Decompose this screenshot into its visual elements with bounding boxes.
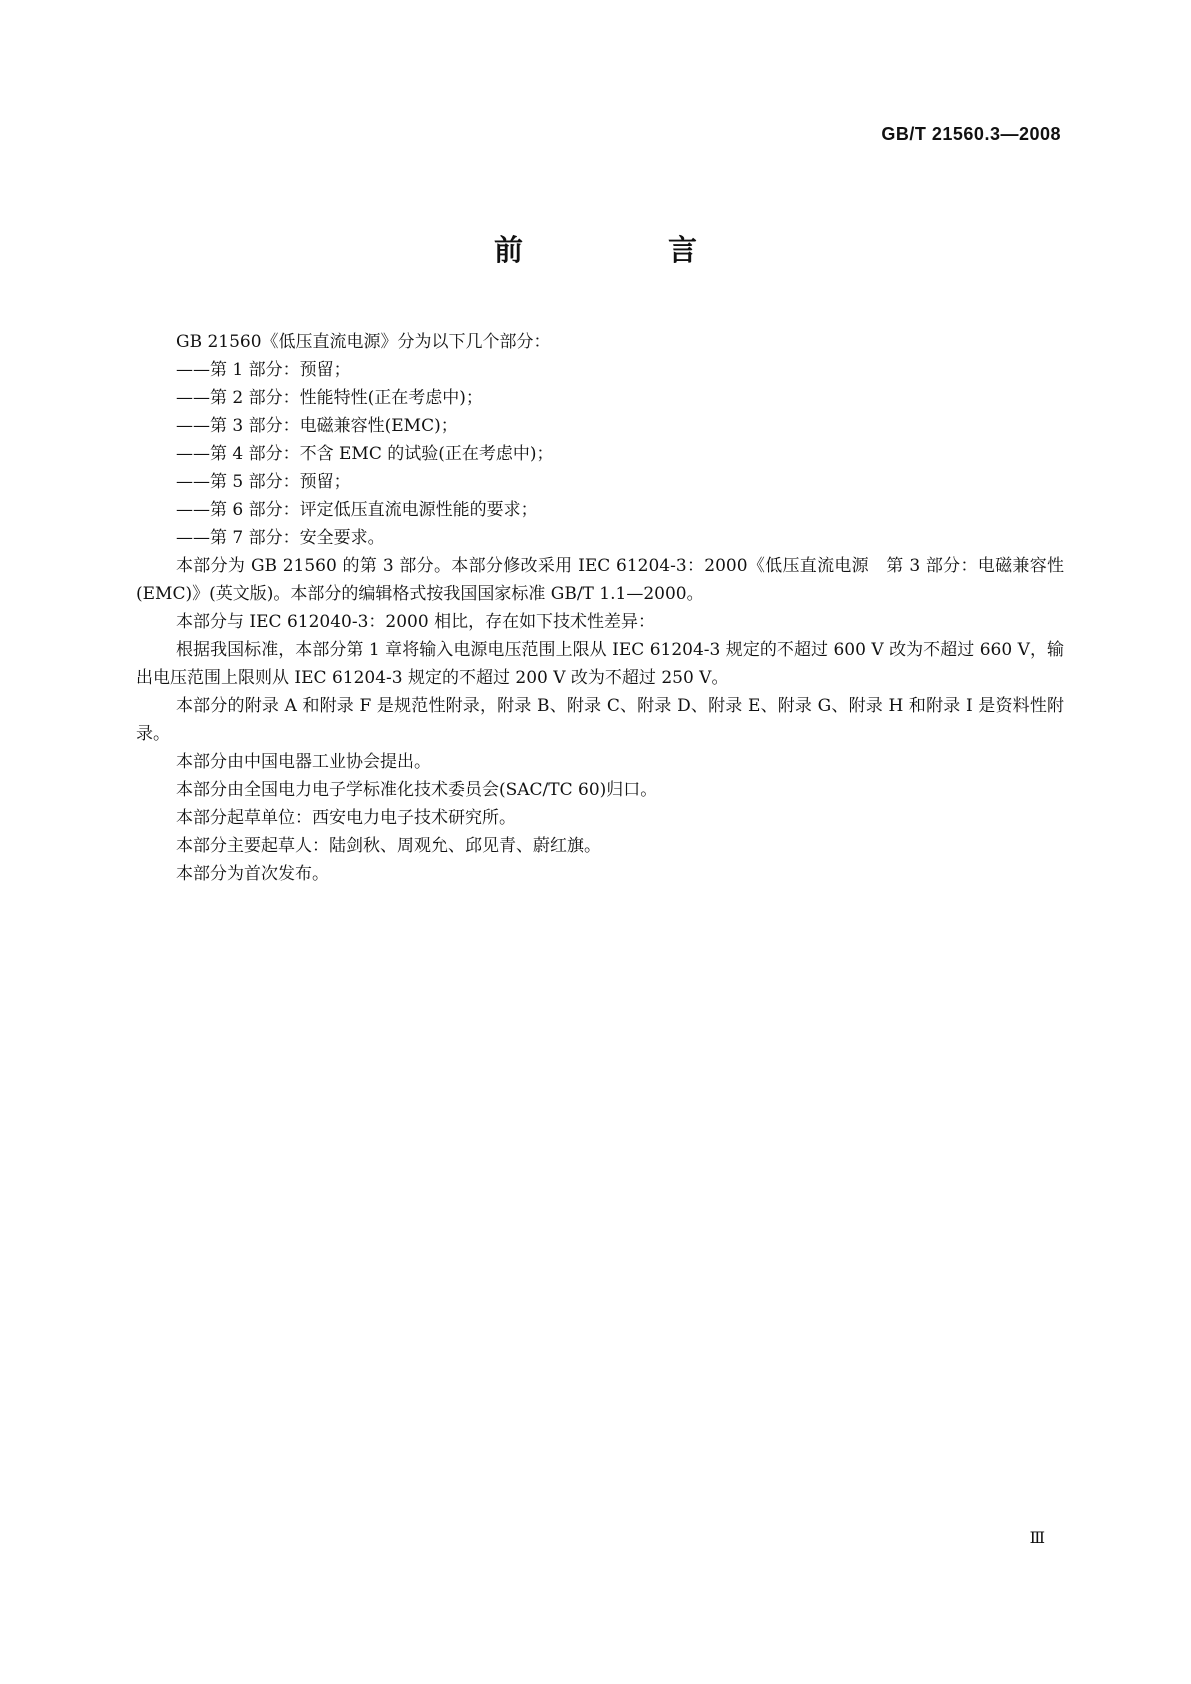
part-list-item: ——第 2 部分：性能特性(正在考虑中)； (176, 388, 483, 408)
part-list-item: ——第 1 部分：预留； (176, 360, 351, 380)
page-title: 前 言 (493, 233, 755, 267)
part-list-item: ——第 4 部分：不含 EMC 的试验(正在考虑中)； (176, 444, 554, 464)
document-body (136, 328, 1064, 888)
body-paragraph: 本部分由全国电力电子学标准化技术委员会(SAC/TC 60)归口。 (176, 780, 658, 800)
body-paragraph: 本部分由中国电器工业协会提出。 (176, 752, 431, 772)
body-paragraph: 本部分为 GB 21560 的第 3 部分。本部分修改采用 IEC 61204-3：2000《低压直流电源 第 3 部分：电磁兼容性(EMC)》(英文版)。本部分的编辑格式按我国国家标准 GB/T 1.1—2000。 (136, 556, 1064, 604)
body-paragraph: 根据我国标准，本部分第 1 章将输入电源电压范围上限从 IEC 61204-3 规定的不超过 600 V 改为不超过 660 V，输出电压范围上限则从 IEC 61204-3 规定的不超过 200 V 改为不超过 250 V。 (136, 640, 1064, 688)
part-list-item: ——第 7 部分：安全要求。 (176, 528, 385, 548)
part-list-item: ——第 5 部分：预留； (176, 472, 351, 492)
body-paragraph: 本部分为首次发布。 (176, 864, 329, 884)
part-list-item: ——第 6 部分：评定低压直流电源性能的要求； (176, 500, 538, 520)
body-paragraph: 本部分起草单位：西安电力电子技术研究所。 (176, 808, 516, 828)
body-paragraph: 本部分与 IEC 612040-3：2000 相比，存在如下技术性差异： (176, 612, 656, 632)
part-list-item: ——第 3 部分：电磁兼容性(EMC)； (176, 416, 458, 436)
body-paragraph: 本部分的附录 A 和附录 F 是规范性附录，附录 B、附录 C、附录 D、附录 E、附录 G、附录 H 和附录 I 是资料性附录。 (136, 696, 1064, 744)
standard-number: GB/T 21560.3—2008 (881, 124, 1061, 144)
body-paragraph: 本部分主要起草人：陆剑秋、周观允、邱见青、蔚红旗。 (176, 836, 601, 856)
page-number: Ⅲ (1029, 1528, 1045, 1547)
intro-paragraph: GB 21560《低压直流电源》分为以下几个部分： (176, 332, 551, 352)
